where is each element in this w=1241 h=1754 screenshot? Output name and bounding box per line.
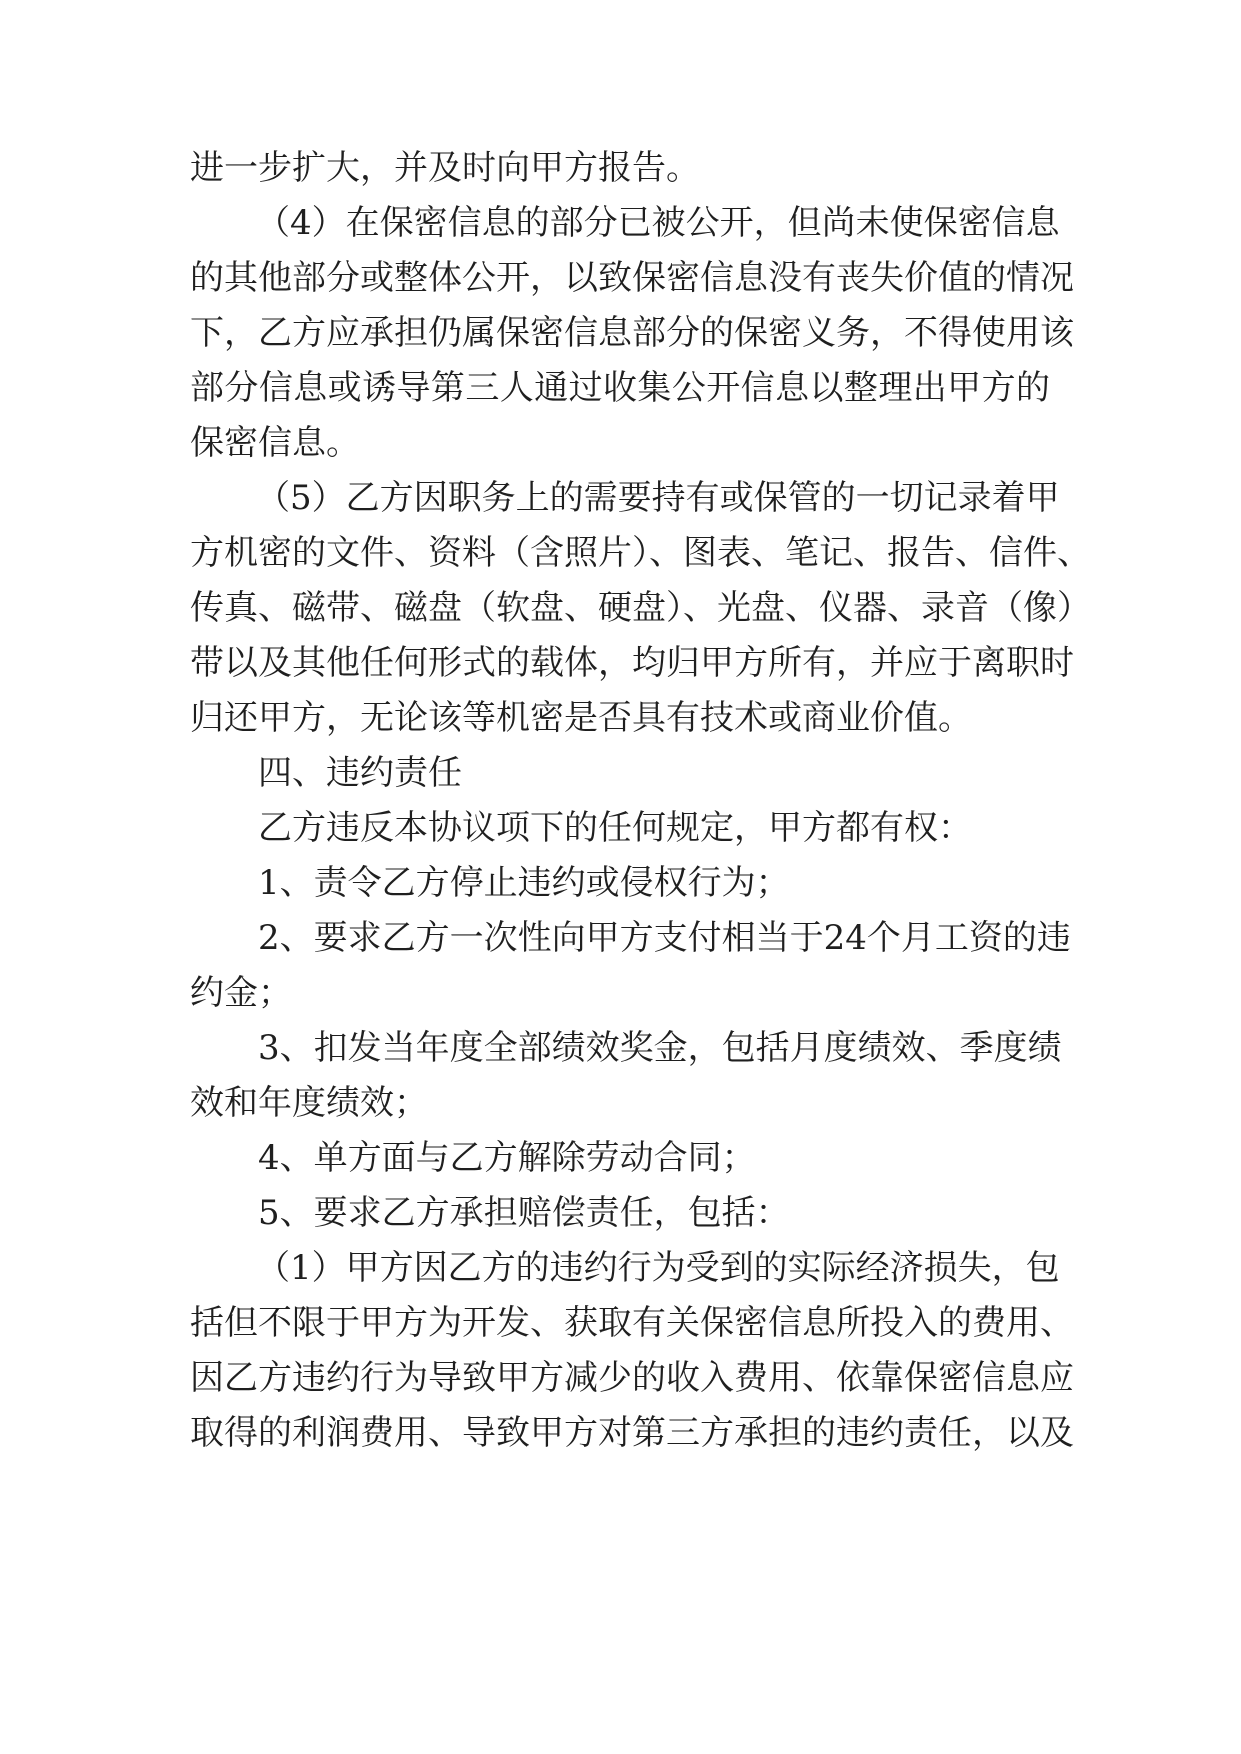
- text-line: 归还甲方，无论该等机密是否具有技术或商业价值。: [190, 698, 972, 738]
- text-line: 下，乙方应承担仍属保密信息部分的保密义务，不得使用该: [190, 313, 1074, 353]
- text-line: 括但不限于甲方为开发、获取有关保密信息所投入的费用、: [190, 1303, 1074, 1343]
- list-item: 3、扣发当年度全部绩效奖金，包括月度绩效、季度绩: [258, 1028, 1062, 1068]
- list-item: 5、要求乙方承担赔偿责任，包括：: [258, 1193, 790, 1233]
- list-item: 1、责令乙方停止违约或侵权行为；: [258, 863, 790, 903]
- text-line: 方机密的文件、资料（含照片）、图表、笔记、报告、信件、: [190, 533, 1091, 573]
- text-line: （1）甲方因乙方的违约行为受到的实际经济损失，包: [256, 1248, 1060, 1288]
- text-line: 保密信息。: [190, 423, 360, 463]
- text-line: 进一步扩大，并及时向甲方报告。: [190, 148, 700, 188]
- list-item: 4、单方面与乙方解除劳动合同；: [258, 1138, 756, 1178]
- text-line: 效和年度绩效；: [190, 1083, 428, 1123]
- list-item: 2、要求乙方一次性向甲方支付相当于24个月工资的违: [258, 918, 1071, 958]
- text-line: （5）乙方因职务上的需要持有或保管的一切记录着甲: [256, 478, 1060, 518]
- section-heading: 四、违约责任: [258, 753, 462, 793]
- text-line: 带以及其他任何形式的载体，均归甲方所有，并应于离职时: [190, 643, 1074, 683]
- text-line: 传真、磁带、磁盘（软盘、硬盘）、光盘、仪器、录音（像）: [190, 588, 1091, 628]
- text-line: 的其他部分或整体公开，以致保密信息没有丧失价值的情况: [190, 258, 1074, 298]
- text-line: 约金；: [190, 973, 292, 1013]
- text-line: 部分信息或诱导第三人通过收集公开信息以整理出甲方的: [190, 368, 1050, 408]
- text-line: 因乙方违约行为导致甲方减少的收入费用、依靠保密信息应: [190, 1358, 1074, 1398]
- text-line: （4）在保密信息的部分已被公开，但尚未使保密信息: [256, 203, 1060, 243]
- text-line: 乙方违反本协议项下的任何规定，甲方都有权：: [258, 808, 972, 848]
- text-line: 取得的利润费用、导致甲方对第三方承担的违约责任，以及: [190, 1413, 1074, 1453]
